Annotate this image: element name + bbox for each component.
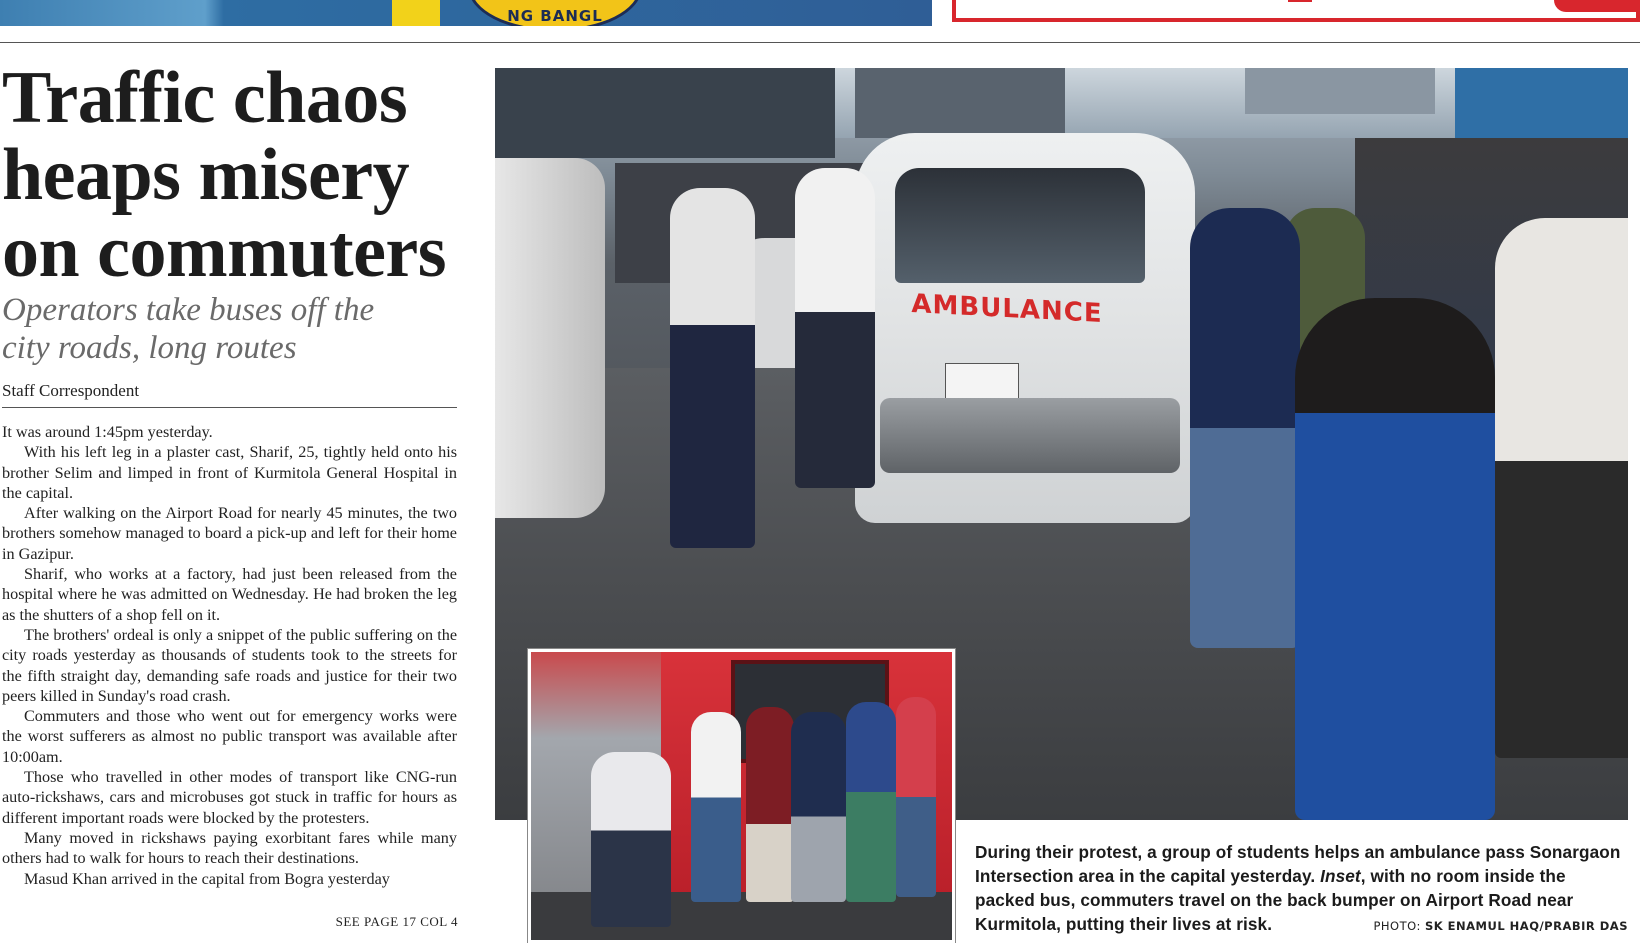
subheadline-line-2: city roads, long routes [2,330,297,366]
photo-woman-bystander [1295,298,1495,820]
top-advertisement-banner [0,0,932,26]
inset-commuter [746,707,794,902]
caption-text-end: , with no room inside the packed bus, commuters travel on the back bumper on Airport Road near Kurmitola, putting their lives at risk. [975,866,1574,934]
photo-ambulance-windshield [895,168,1145,283]
article-paragraph: Many moved in rickshaws paying exorbitant fares while many others had to walk for hours to reach their destinations. [2,828,457,868]
photo-number-plate [945,363,1019,403]
photo-bystander [1495,218,1628,758]
photo-building [1245,68,1435,114]
photo-credit-names: SK ENAMUL HAQ/PRABIR DAS [1424,919,1628,933]
photo-student-guiding [1190,208,1300,648]
article-byline: Staff Correspondent [2,381,457,408]
continued-on-page-jump: SEE PAGE 17 COL 4 [335,914,458,929]
page-divider-rule [0,42,1640,43]
inset-commuter [896,697,936,897]
article-paragraph: Sharif, who works at a factory, had just been released from the hospital where he was admitted on Wednesday. He had broken the leg as the shutters of a shop fell on it. [2,565,457,624]
ad-badge-text: NG BANGL [507,7,603,25]
article-paragraph: Masud Khan arrived in the capital from Bogra yesterday [24,869,390,888]
headline-line-1: Traffic chaos [2,57,408,139]
article-paragraph: With his left leg in a plaster cast, Sharif, 25, tightly held onto his brother Selim and limped in front of Kurmitola General Hospital in the capital. [2,443,457,502]
inset-commuter [691,712,741,902]
article-paragraph: After walking on the Airport Road for nearly 45 minutes, the two brothers somehow managed to board a pick-up and left for their home in Gazipur. [2,504,457,563]
photo-building [495,68,835,158]
photo-credit-prefix: PHOTO: [1373,919,1425,933]
article-body [2,422,457,889]
photo-student [795,168,875,488]
article-subheadline [2,291,462,367]
caption-inset-word: Inset [1320,866,1361,886]
ad-badge-logo [468,0,642,26]
ad-red-mark [1288,0,1312,2]
inset-commuter [846,702,896,902]
photo-ambulance-bumper [880,398,1180,473]
inset-news-photo [528,649,955,943]
headline-line-2: heaps misery [2,134,410,216]
photo-building [1455,68,1628,138]
article-paragraph: It was around 1:45pm yesterday. [2,423,213,441]
ambulance-label: AMBULANCE [911,288,1103,330]
headline-line-3: on commuters [2,211,447,293]
article-headline [2,57,472,293]
photo-building [855,68,1065,138]
photo-credit [1373,919,1628,933]
photo-student [670,188,755,548]
caption-text-start: During their protest, a group of students helps an ambulance pass Sonargaon Intersection area in the capital yesterday. [975,842,1621,886]
inset-commuter [591,752,671,927]
top-right-advertisement-frame [952,0,1640,22]
article-paragraph: Commuters and those who went out for emergency works were the worst sufferers as almost no public transport was available after 10:00am. [2,707,457,766]
article-paragraph: Those who travelled in other modes of transport like CNG-run auto-rickshaws, cars and microbuses got stuck in traffic for hours as different important roads were blocked by the protesters. [2,768,457,827]
subheadline-line-1: Operators take buses off the [2,292,375,328]
ad-yellow-block [392,0,440,26]
article-paragraph: The brothers' ordeal is only a snippet of the public suffering on the city roads yesterday as thousands of students took to the streets for the fifth straight day, demanding safe roads and justice for their two peers killed in Sunday's road crash. [2,625,457,705]
inset-commuter [791,712,846,902]
photo-white-van [495,158,605,518]
ad-red-tab [1554,0,1640,12]
